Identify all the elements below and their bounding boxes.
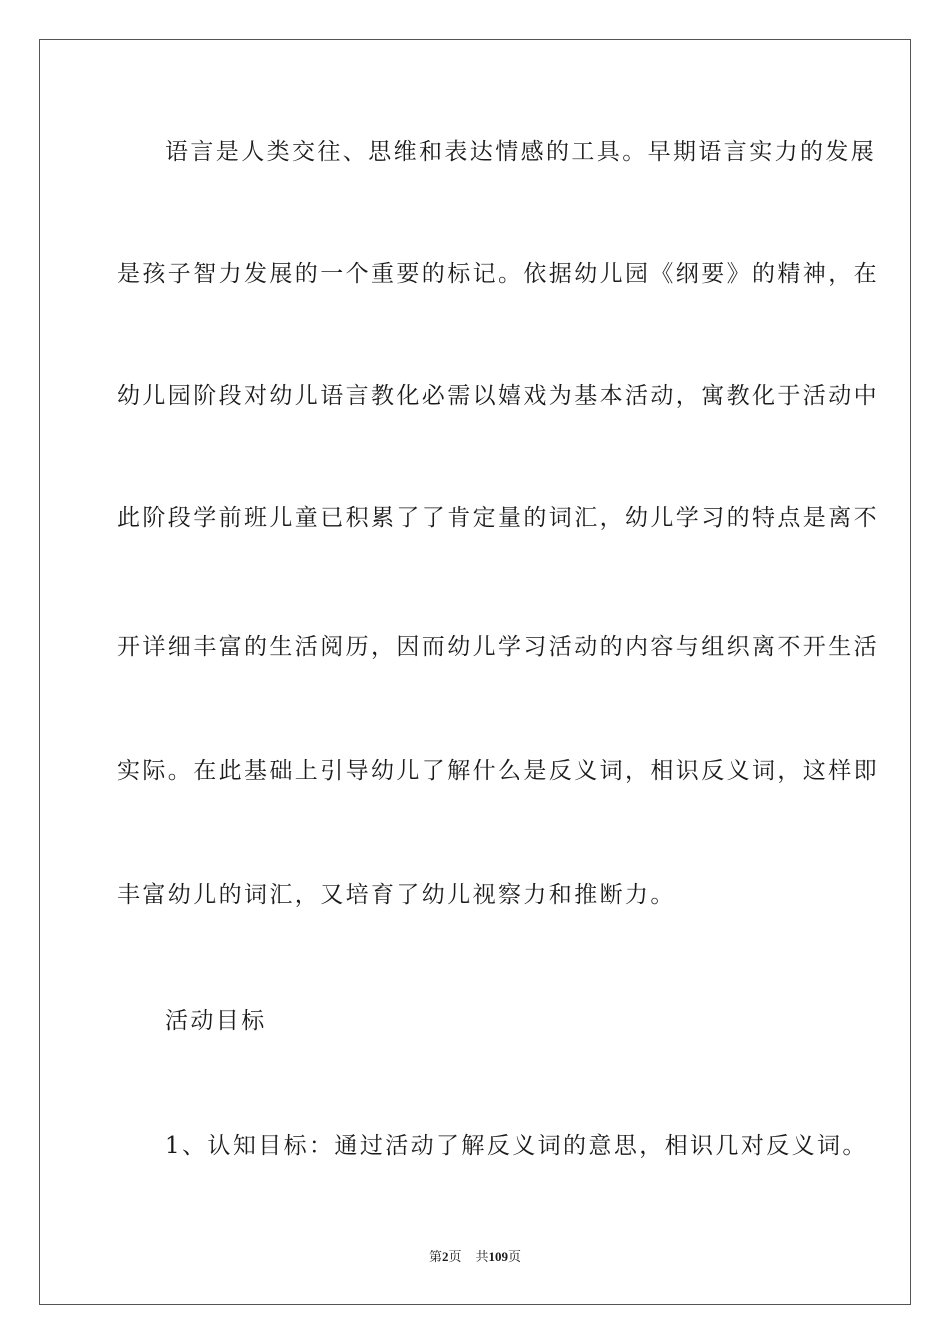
paragraph-line-7: 丰富幼儿的词汇，又培育了幼儿视察力和推断力。 [117, 882, 676, 908]
paragraph-line-5: 开详细丰富的生活阅历，因而幼儿学习活动的内容与组织离不开生活 [117, 634, 879, 660]
page-suffix: 页 [448, 1249, 462, 1264]
paragraph-line-2: 是孩子智力发展的一个重要的标记。依据幼儿园《纲要》的精神，在 [117, 261, 879, 287]
goal-item-1: 1、认知目标：通过活动了解反义词的意思，相识几对反义词。 [165, 1133, 868, 1159]
page-prefix: 第 [428, 1249, 442, 1264]
total-pages: 109 [488, 1249, 509, 1264]
page-border [39, 39, 911, 1305]
page-number: 2 [441, 1249, 449, 1264]
paragraph-line-3: 幼儿园阶段对幼儿语言教化必需以嬉戏为基本活动，寓教化于活动中 [117, 383, 879, 409]
total-prefix: 共 [475, 1249, 489, 1264]
paragraph-line-4: 此阶段学前班儿童已积累了了肯定量的词汇，幼儿学习的特点是离不 [117, 505, 879, 531]
paragraph-line-6: 实际。在此基础上引导幼儿了解什么是反义词，相识反义词，这样即 [117, 758, 879, 784]
total-suffix: 页 [508, 1249, 522, 1264]
paragraph-line-1: 语言是人类交往、思维和表达情感的工具。早期语言实力的发展 [165, 139, 877, 165]
page-footer [0, 1248, 950, 1266]
section-heading: 活动目标 [165, 1008, 267, 1034]
